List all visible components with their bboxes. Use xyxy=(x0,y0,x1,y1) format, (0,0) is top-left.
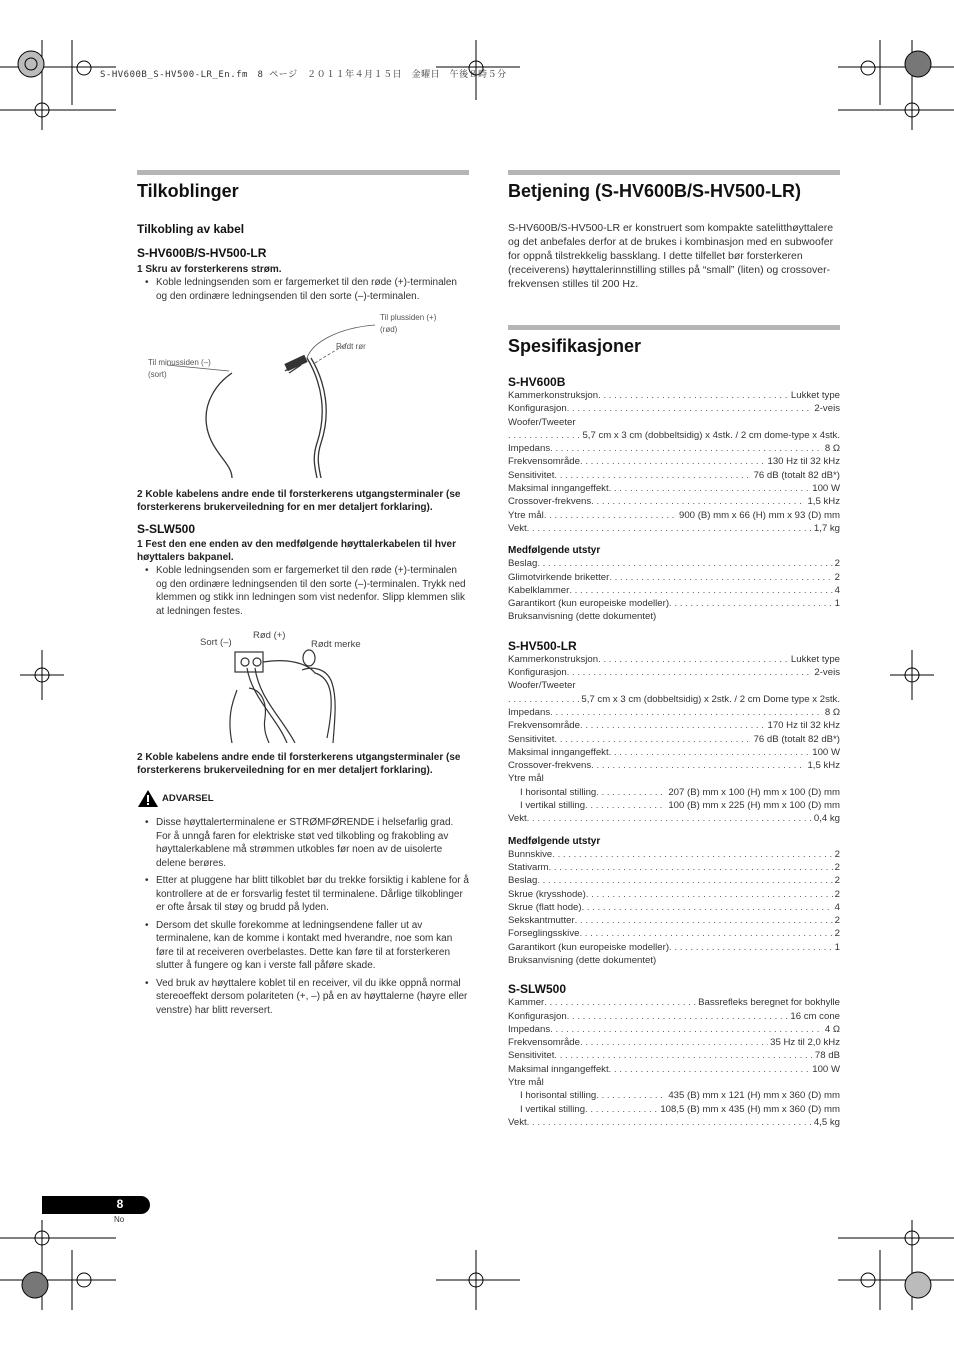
right-column xyxy=(508,170,840,1129)
spec-value: 100 (B) mm x 225 (H) mm x 100 (D) mm xyxy=(668,800,840,812)
operation-text: S-HV600B/S-HV500-LR er konstruert som kompakte satelitthøyttalere og det anbefales derfor at de brukes i kombinasjon med en subwoofer for oppnå tilstrekkelig bassklang. I dette tilfellet bør forsterkeren (receiverens) høyttalerinnstilling stilles på “small” (liten) og crossover-frekvensen stilles til 200 Hz. xyxy=(508,222,834,290)
spec-row xyxy=(508,482,840,495)
spec-row: Woofer/Tweeter xyxy=(508,680,576,692)
spec-key: Sensitivitet xyxy=(508,469,555,481)
spec-leader xyxy=(585,1103,658,1116)
spec-leader xyxy=(580,719,766,732)
spec-key: Kammer xyxy=(508,997,545,1009)
spec-leader xyxy=(544,996,696,1009)
spec-row xyxy=(508,469,840,482)
spec-leader xyxy=(582,901,833,914)
spec-value: 1,5 kHz xyxy=(807,760,840,772)
spec-key: Konfigurasjon xyxy=(508,667,567,679)
spec-row xyxy=(508,786,840,799)
spec-row xyxy=(508,389,840,402)
spec-key: Impedans xyxy=(508,706,551,718)
spec-row xyxy=(508,1116,840,1129)
spec-key: Sekskantmutter xyxy=(508,915,575,927)
spec-row xyxy=(508,495,840,508)
spec-value: 4,5 kg xyxy=(813,1116,840,1128)
spec-row xyxy=(508,799,840,812)
spec-key: Frekvensområde xyxy=(508,1037,580,1049)
spec-key: Kammerkonstruksjon xyxy=(508,653,599,665)
subsection-title: Tilkobling av kabel xyxy=(137,222,245,236)
section-title-spesifikasjoner: Spesifikasjoner xyxy=(508,336,642,356)
spec-row xyxy=(508,927,840,940)
spec-row: Ytre mål xyxy=(508,773,544,785)
spec-leader xyxy=(609,1063,811,1076)
spec-row xyxy=(508,402,840,415)
spec-value: 2-veis xyxy=(814,403,840,415)
spec-value: 100 W xyxy=(812,483,840,495)
bullet-clamp: • Koble ledningsenden som er fargemerket til den røde (+)-terminalen og den ordinære ledningsenden til den sorte (–)-terminalen. Trykk ned klemmen og stikk inn ledningen som vist nedenfor. Slipp klemmen slik at ledningen festes. xyxy=(137,564,469,618)
spec-row xyxy=(508,901,840,914)
accessories-list-hv600b xyxy=(508,557,840,623)
step-1: 1 Skru av forsterkerens strøm. xyxy=(137,264,282,275)
warning-icon xyxy=(137,789,159,808)
spec-key: Forseglingsskive xyxy=(508,928,580,940)
spec-row xyxy=(508,1063,840,1076)
spec-value: Bassrefleks beregnet for bokhylle xyxy=(698,997,840,1009)
spec-title-hv600b: S-HV600B xyxy=(508,375,566,389)
spec-leader xyxy=(508,693,579,706)
spec-leader xyxy=(550,442,823,455)
fig2-label-red: Rød (+) xyxy=(253,630,286,641)
spec-row xyxy=(508,941,840,954)
spec-value: 1 xyxy=(834,598,840,610)
section-bar xyxy=(137,170,469,175)
spec-value: 2-veis xyxy=(814,667,840,679)
spec-row xyxy=(508,746,840,759)
spec-row xyxy=(508,874,840,887)
spec-leader xyxy=(596,786,666,799)
spec-value: 4 xyxy=(834,901,840,913)
fig1-label-minus: Til minussiden (–) xyxy=(148,358,211,367)
spec-key: Glimotvirkende briketter xyxy=(508,571,610,583)
spec-row xyxy=(508,429,840,442)
spec-value: 2 xyxy=(834,915,840,927)
spec-row xyxy=(508,1089,840,1102)
spec-key: Impedans xyxy=(508,1023,551,1035)
spec-leader xyxy=(669,941,833,954)
spec-value: 8 Ω xyxy=(824,706,840,718)
file-header: S-HV600B_S-HV500-LR_En.fm 8 ページ ２０１１年４月１５日 金曜日 午後８時５分 xyxy=(100,70,507,80)
spec-key: I vertikal stilling xyxy=(520,800,586,812)
fig2-label-mark: Rødt merke xyxy=(311,639,361,650)
spec-value: 1 xyxy=(834,941,840,953)
bullet-wiring: • Koble ledningsenden som er fargemerket til den røde (+)-terminalen og den ordinære ledningsenden til den sorte (–)-terminalen. xyxy=(137,276,469,303)
spec-key: Skrue (flatt hode) xyxy=(508,901,582,913)
fig1-label-plus: Til plussiden (+) xyxy=(380,313,437,322)
spec-row xyxy=(508,706,840,719)
spec-key: Beslag xyxy=(508,558,538,570)
spec-leader xyxy=(554,469,751,482)
spec-leader xyxy=(669,597,833,610)
spec-leader xyxy=(575,914,833,927)
spec-leader xyxy=(527,812,812,825)
spec-value: 170 Hz til 32 kHz xyxy=(767,720,840,732)
page-tab xyxy=(42,1196,150,1214)
step-1b: 1 Fest den ene enden av den medfølgende høyttalerkabelen til hver høyttalers bakpanel. xyxy=(137,539,456,563)
spec-value: 2 xyxy=(834,848,840,860)
warning-list xyxy=(137,816,469,1017)
spec-value: 0,4 kg xyxy=(813,813,840,825)
spec-row: Bruksanvisning (dette dokumentet) xyxy=(508,611,657,623)
spec-key: I vertikal stilling xyxy=(520,1103,586,1115)
spec-value: 78 dB xyxy=(814,1050,840,1062)
spec-row xyxy=(508,693,840,706)
spec-row xyxy=(508,522,840,535)
spec-key: Bunnskive xyxy=(508,848,553,860)
spec-leader xyxy=(549,861,833,874)
spec-row: Bruksanvisning (dette dokumentet) xyxy=(508,954,657,966)
spec-value: 2 xyxy=(834,875,840,887)
spec-row xyxy=(508,914,840,927)
spec-value: 435 (B) mm x 121 (H) mm x 360 (D) mm xyxy=(668,1090,840,1102)
spec-value: 2 xyxy=(834,558,840,570)
fig2-label-black: Sort (–) xyxy=(200,637,232,648)
spec-key: Sensitivitet xyxy=(508,1050,555,1062)
spec-value: 130 Hz til 32 kHz xyxy=(767,456,840,468)
spec-key: Frekvensområde xyxy=(508,720,580,732)
spec-key: Maksimal inngangeffekt xyxy=(508,483,609,495)
step-2b: 2 Koble kabelens andre ende til forsterkerens utgangsterminaler (se forsterkerens brukerveiledning for en mer detaljert forklaring). xyxy=(137,752,461,776)
spec-row xyxy=(508,557,840,570)
spec-title-hv500: S-HV500-LR xyxy=(508,638,577,653)
spec-key: Garantikort (kun europeiske modeller) xyxy=(508,941,670,953)
spec-title-slw500: S-SLW500 xyxy=(508,982,567,997)
spec-key: Impedans xyxy=(508,443,551,455)
spec-value: 16 cm cone xyxy=(790,1010,840,1022)
spec-leader xyxy=(544,509,677,522)
spec-row xyxy=(508,719,840,732)
spec-key: Kabelklammer xyxy=(508,584,570,596)
spec-row xyxy=(508,442,840,455)
spec-key: Frekvensområde xyxy=(508,456,580,468)
spec-leader xyxy=(609,571,832,584)
spec-value: 207 (B) mm x 100 (H) mm x 100 (D) mm xyxy=(668,786,840,798)
accessories-list-hv500 xyxy=(508,848,840,968)
spec-row xyxy=(508,571,840,584)
spec-row xyxy=(508,848,840,861)
spec-value: 1,7 kg xyxy=(813,522,840,534)
spec-row xyxy=(508,812,840,825)
spec-leader xyxy=(550,706,823,719)
spec-key: Crossover-frekvens xyxy=(508,496,592,508)
model-title-slw500: S-SLW500 xyxy=(137,522,196,536)
terminal-figure xyxy=(137,618,469,743)
fig1-label-minus-sub: (sort) xyxy=(148,370,167,379)
spec-value: 108,5 (B) mm x 435 (H) mm x 360 (D) mm xyxy=(660,1103,840,1115)
spec-list-hv500 xyxy=(508,653,840,826)
spec-leader xyxy=(554,1049,813,1062)
spec-value: 2 xyxy=(834,888,840,900)
spec-row xyxy=(508,653,840,666)
cable-figure xyxy=(137,303,469,478)
spec-key: Ytre mål xyxy=(508,509,544,521)
spec-row xyxy=(508,509,840,522)
warning-item: • Dersom det skulle forekomme at ledningsendene faller ut av terminalene, kan de komme i kontakt med hverandre, noe som kan føre til at receiveren overbelastes. Dette kan føre til at forsterkeren slutter å fungere og kan i verste fall påføre skade. xyxy=(137,919,469,973)
spec-key: I horisontal stilling xyxy=(520,1090,597,1102)
warning-title: ADVARSEL xyxy=(162,793,214,804)
fig1-label-red-tube: Rødt rør xyxy=(336,342,366,351)
spec-row xyxy=(508,1036,840,1049)
spec-leader xyxy=(527,522,812,535)
spec-value: 2 xyxy=(834,571,840,583)
spec-key: Beslag xyxy=(508,875,538,887)
spec-leader xyxy=(567,1010,789,1023)
spec-leader xyxy=(585,799,666,812)
section-bar xyxy=(508,170,840,175)
spec-key: Konfigurasjon xyxy=(508,403,567,415)
warning-item: • Etter at pluggene har blitt tilkoblet bør du trekke forsiktig i kablene for å kontrollere at de er forsvarlig festet til terminalene. Dårlige tilkoblinger er ofte årsak til støy og brudd på lyden. xyxy=(137,874,469,915)
spec-value: 35 Hz til 2,0 kHz xyxy=(770,1037,840,1049)
spec-key: Maksimal inngangeffekt xyxy=(508,1063,609,1075)
fig1-label-plus-sub: (rød) xyxy=(380,325,398,334)
spec-value: Lukket type xyxy=(790,653,840,665)
spec-value: 4 xyxy=(834,584,840,596)
spec-row xyxy=(508,584,840,597)
spec-leader xyxy=(527,1116,812,1129)
section-bar xyxy=(508,325,840,330)
accessories-title-hv500: Medfølgende utstyr xyxy=(508,835,601,847)
spec-leader xyxy=(579,927,832,940)
model-title-hv600b: S-HV600B/S-HV500-LR xyxy=(137,246,267,260)
spec-row xyxy=(508,597,840,610)
spec-row xyxy=(508,759,840,772)
spec-key: Vekt xyxy=(508,1116,527,1128)
warning-item: • Ved bruk av høyttalere koblet til en receiver, vil du ikke oppnå normal stereoeffekt dersom polariteten (+, –) på en av høyttalerne (høyre eller venstre) har blitt reversert. xyxy=(137,977,469,1018)
spec-value: 2 xyxy=(834,861,840,873)
spec-leader xyxy=(598,389,789,402)
spec-leader xyxy=(550,1023,823,1036)
spec-leader xyxy=(591,759,805,772)
spec-value: 8 Ω xyxy=(824,443,840,455)
spec-leader xyxy=(569,584,832,597)
section-title-betjening: Betjening (S-HV600B/S-HV500-LR) xyxy=(508,181,802,201)
spec-leader xyxy=(537,874,832,887)
spec-list-slw500 xyxy=(508,996,840,1129)
spec-key: I horisontal stilling xyxy=(520,786,597,798)
spec-value: 76 dB (totalt 82 dB*) xyxy=(753,733,840,745)
left-column xyxy=(137,170,469,1017)
spec-leader xyxy=(567,402,813,415)
spec-row xyxy=(508,455,840,468)
spec-row xyxy=(508,888,840,901)
spec-key: Stativarm xyxy=(508,861,549,873)
spec-value: 900 (B) mm x 66 (H) mm x 93 (D) mm xyxy=(679,509,840,521)
spec-leader xyxy=(598,653,789,666)
accessories-title-hv600b: Medfølgende utstyr xyxy=(508,545,601,557)
spec-value: 5,7 cm x 3 cm (dobbeltsidig) x 2stk. / 2 cm Dome type x 2stk. xyxy=(581,693,840,705)
spec-leader xyxy=(580,455,766,468)
spec-key: Konfigurasjon xyxy=(508,1010,567,1022)
spec-leader xyxy=(586,888,833,901)
spec-key: Kammerkonstruksjon xyxy=(508,390,599,401)
spec-row xyxy=(508,996,840,1009)
spec-value: 76 dB (totalt 82 dB*) xyxy=(753,469,840,481)
section-title-tilkoblinger: Tilkoblinger xyxy=(137,181,239,201)
spec-leader xyxy=(552,848,832,861)
spec-row xyxy=(508,733,840,746)
page-language: No xyxy=(114,1215,125,1224)
spec-key: Skrue (krysshode) xyxy=(508,888,586,900)
spec-row xyxy=(508,1103,840,1116)
spec-leader xyxy=(596,1089,666,1102)
spec-leader xyxy=(537,557,832,570)
spec-leader xyxy=(609,746,811,759)
spec-value: 2 xyxy=(834,928,840,940)
spec-leader xyxy=(591,495,805,508)
spec-key: Vekt xyxy=(508,522,527,534)
spec-value: 4 Ω xyxy=(824,1023,840,1035)
spec-leader xyxy=(580,1036,768,1049)
spec-key: Sensitivitet xyxy=(508,733,555,745)
spec-row: Woofer/Tweeter xyxy=(508,416,576,428)
step-2: 2 Koble kabelens andre ende til forsterkerens utgangsterminaler (se forsterkerens brukerveiledning for en mer detaljert forklaring). xyxy=(137,489,461,513)
warning-item: • Disse høyttalerterminalene er STRØMFØRENDE i helsefarlig grad. For å unngå faren for elektriske støt ved tilkobling og frakobling av høyttalerkablene må strømmen utkobles før noen av de uisolerte delene berøres. xyxy=(137,816,469,870)
spec-leader xyxy=(554,733,751,746)
spec-key: Garantikort (kun europeiske modeller) xyxy=(508,598,670,610)
spec-value: 100 W xyxy=(812,746,840,758)
spec-row: Ytre mål xyxy=(508,1077,544,1089)
spec-row xyxy=(508,1010,840,1023)
spec-row xyxy=(508,1049,840,1062)
spec-key: Vekt xyxy=(508,813,527,825)
spec-value: 100 W xyxy=(812,1063,840,1075)
spec-leader xyxy=(567,666,813,679)
spec-leader xyxy=(508,429,580,442)
spec-key: Crossover-frekvens xyxy=(508,760,592,772)
spec-row xyxy=(508,861,840,874)
spec-value: 5,7 cm x 3 cm (dobbeltsidig) x 4stk. / 2 cm dome-type x 4stk. xyxy=(582,429,840,441)
spec-leader xyxy=(609,482,811,495)
spec-key: Maksimal inngangeffekt xyxy=(508,746,609,758)
spec-value: Lukket type xyxy=(790,390,840,401)
spec-list-hv600b xyxy=(508,389,840,535)
page-number: 8 xyxy=(116,1197,124,1211)
spec-row xyxy=(508,1023,840,1036)
spec-row xyxy=(508,666,840,679)
spec-value: 1,5 kHz xyxy=(807,496,840,508)
warning-heading xyxy=(137,789,469,808)
